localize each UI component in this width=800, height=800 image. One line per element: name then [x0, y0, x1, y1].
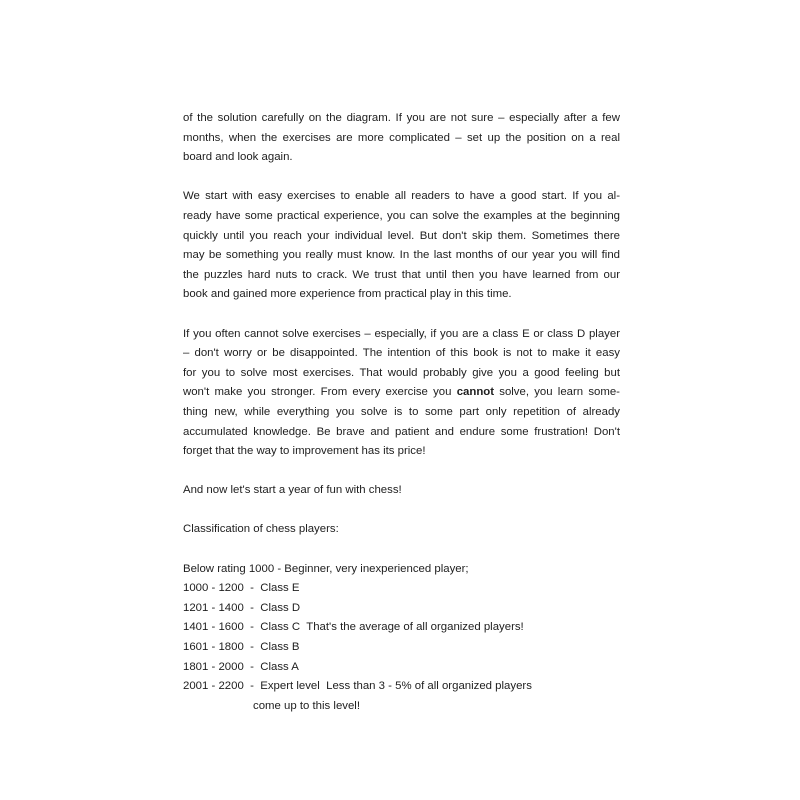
paragraph-solution-check: [183, 109, 620, 168]
text-line: for you to solve most exercises. That would probably give you a good feeling but: [183, 366, 620, 379]
text-line: ready have some practical experience, you can solve the examples at the beginning: [183, 209, 620, 222]
text-line: board and look again.: [183, 151, 293, 164]
text-line: may be something you really must know. In the last months of our year you will find: [183, 249, 620, 262]
text-line: We start with easy exercises to enable all readers to have a good start. If you al-: [183, 190, 620, 203]
text-line: thing new, while everything you solve is to some part only repetition of already: [183, 405, 620, 418]
rating-class: Class C That's the average of all organized players!: [260, 621, 524, 634]
text-fragment: won't make you stronger. From every exercise you: [183, 386, 457, 399]
rating-class: Class B: [260, 641, 300, 654]
text-line: of the solution carefully on the diagram. If you are not sure – especially after a few: [183, 112, 620, 124]
text-line: forget that the way to improvement has its price!: [183, 445, 426, 458]
rating-class: Class E: [260, 582, 300, 595]
classification-intro: Below rating 1000 - Beginner, very inexperienced player;: [183, 562, 469, 575]
closing-line: [183, 481, 620, 501]
paragraph-easy-exercises: [183, 187, 620, 305]
text-line-with-emphasis: [183, 383, 620, 403]
text-line: – don't worry or be disappointed. The intention of this book is not to make it easy: [183, 347, 620, 360]
book-page-text: [183, 109, 620, 716]
classification-row: 1601 - 1800 - Class B: [183, 638, 620, 658]
text-fragment: solve, you learn some-: [494, 386, 620, 399]
classification-row: 2001 - 2200 - Expert level Less than 3 - 5% of all organized players: [183, 677, 620, 697]
rating-class: Class D: [260, 601, 301, 614]
rating-class: Expert level Less than 3 - 5% of all organized players: [260, 680, 532, 693]
rating-range: 1201 - 1400: [183, 601, 244, 614]
text-line: quickly until you reach your individual level. But don't skip them. Sometimes there: [183, 229, 620, 242]
classification-row: 1201 - 1400 - Class D: [183, 599, 620, 619]
text-line: book and gained more experience from practical play in this time.: [183, 288, 512, 301]
paragraph-cannot-solve: [183, 325, 620, 462]
classification-row: 1801 - 2000 - Class A: [183, 658, 620, 678]
rating-range: 1601 - 1800: [183, 641, 244, 654]
rating-class: Class A: [260, 660, 299, 673]
text-line: Classification of chess players:: [183, 523, 339, 536]
text-line: And now let's start a year of fun with chess!: [183, 484, 402, 497]
text-line: months, when the exercises are more complicated – set up the position on a real: [183, 131, 620, 144]
rating-range: 1401 - 1600: [183, 621, 244, 634]
rating-range: 2001 - 2200: [183, 680, 244, 693]
emphasis-cannot: cannot: [456, 386, 495, 399]
classification-continuation: come up to this level!: [253, 699, 360, 712]
text-line: If you often cannot solve exercises – especially, if you are a class E or class D player: [183, 327, 620, 340]
text-line: accumulated knowledge. Be brave and patient and endure some frustration! Don't: [183, 425, 620, 438]
text-line: the puzzles hard nuts to crack. We trust that until then you have learned from our: [183, 268, 620, 281]
classification-row: 1000 - 1200 - Class E: [183, 579, 620, 599]
classification-heading: [183, 520, 620, 540]
classification-list: [183, 560, 620, 717]
classification-row: 1401 - 1600 - Class C That's the average of all organized players!: [183, 618, 620, 638]
rating-range: 1801 - 2000: [183, 660, 244, 673]
rating-range: 1000 - 1200: [183, 582, 244, 595]
